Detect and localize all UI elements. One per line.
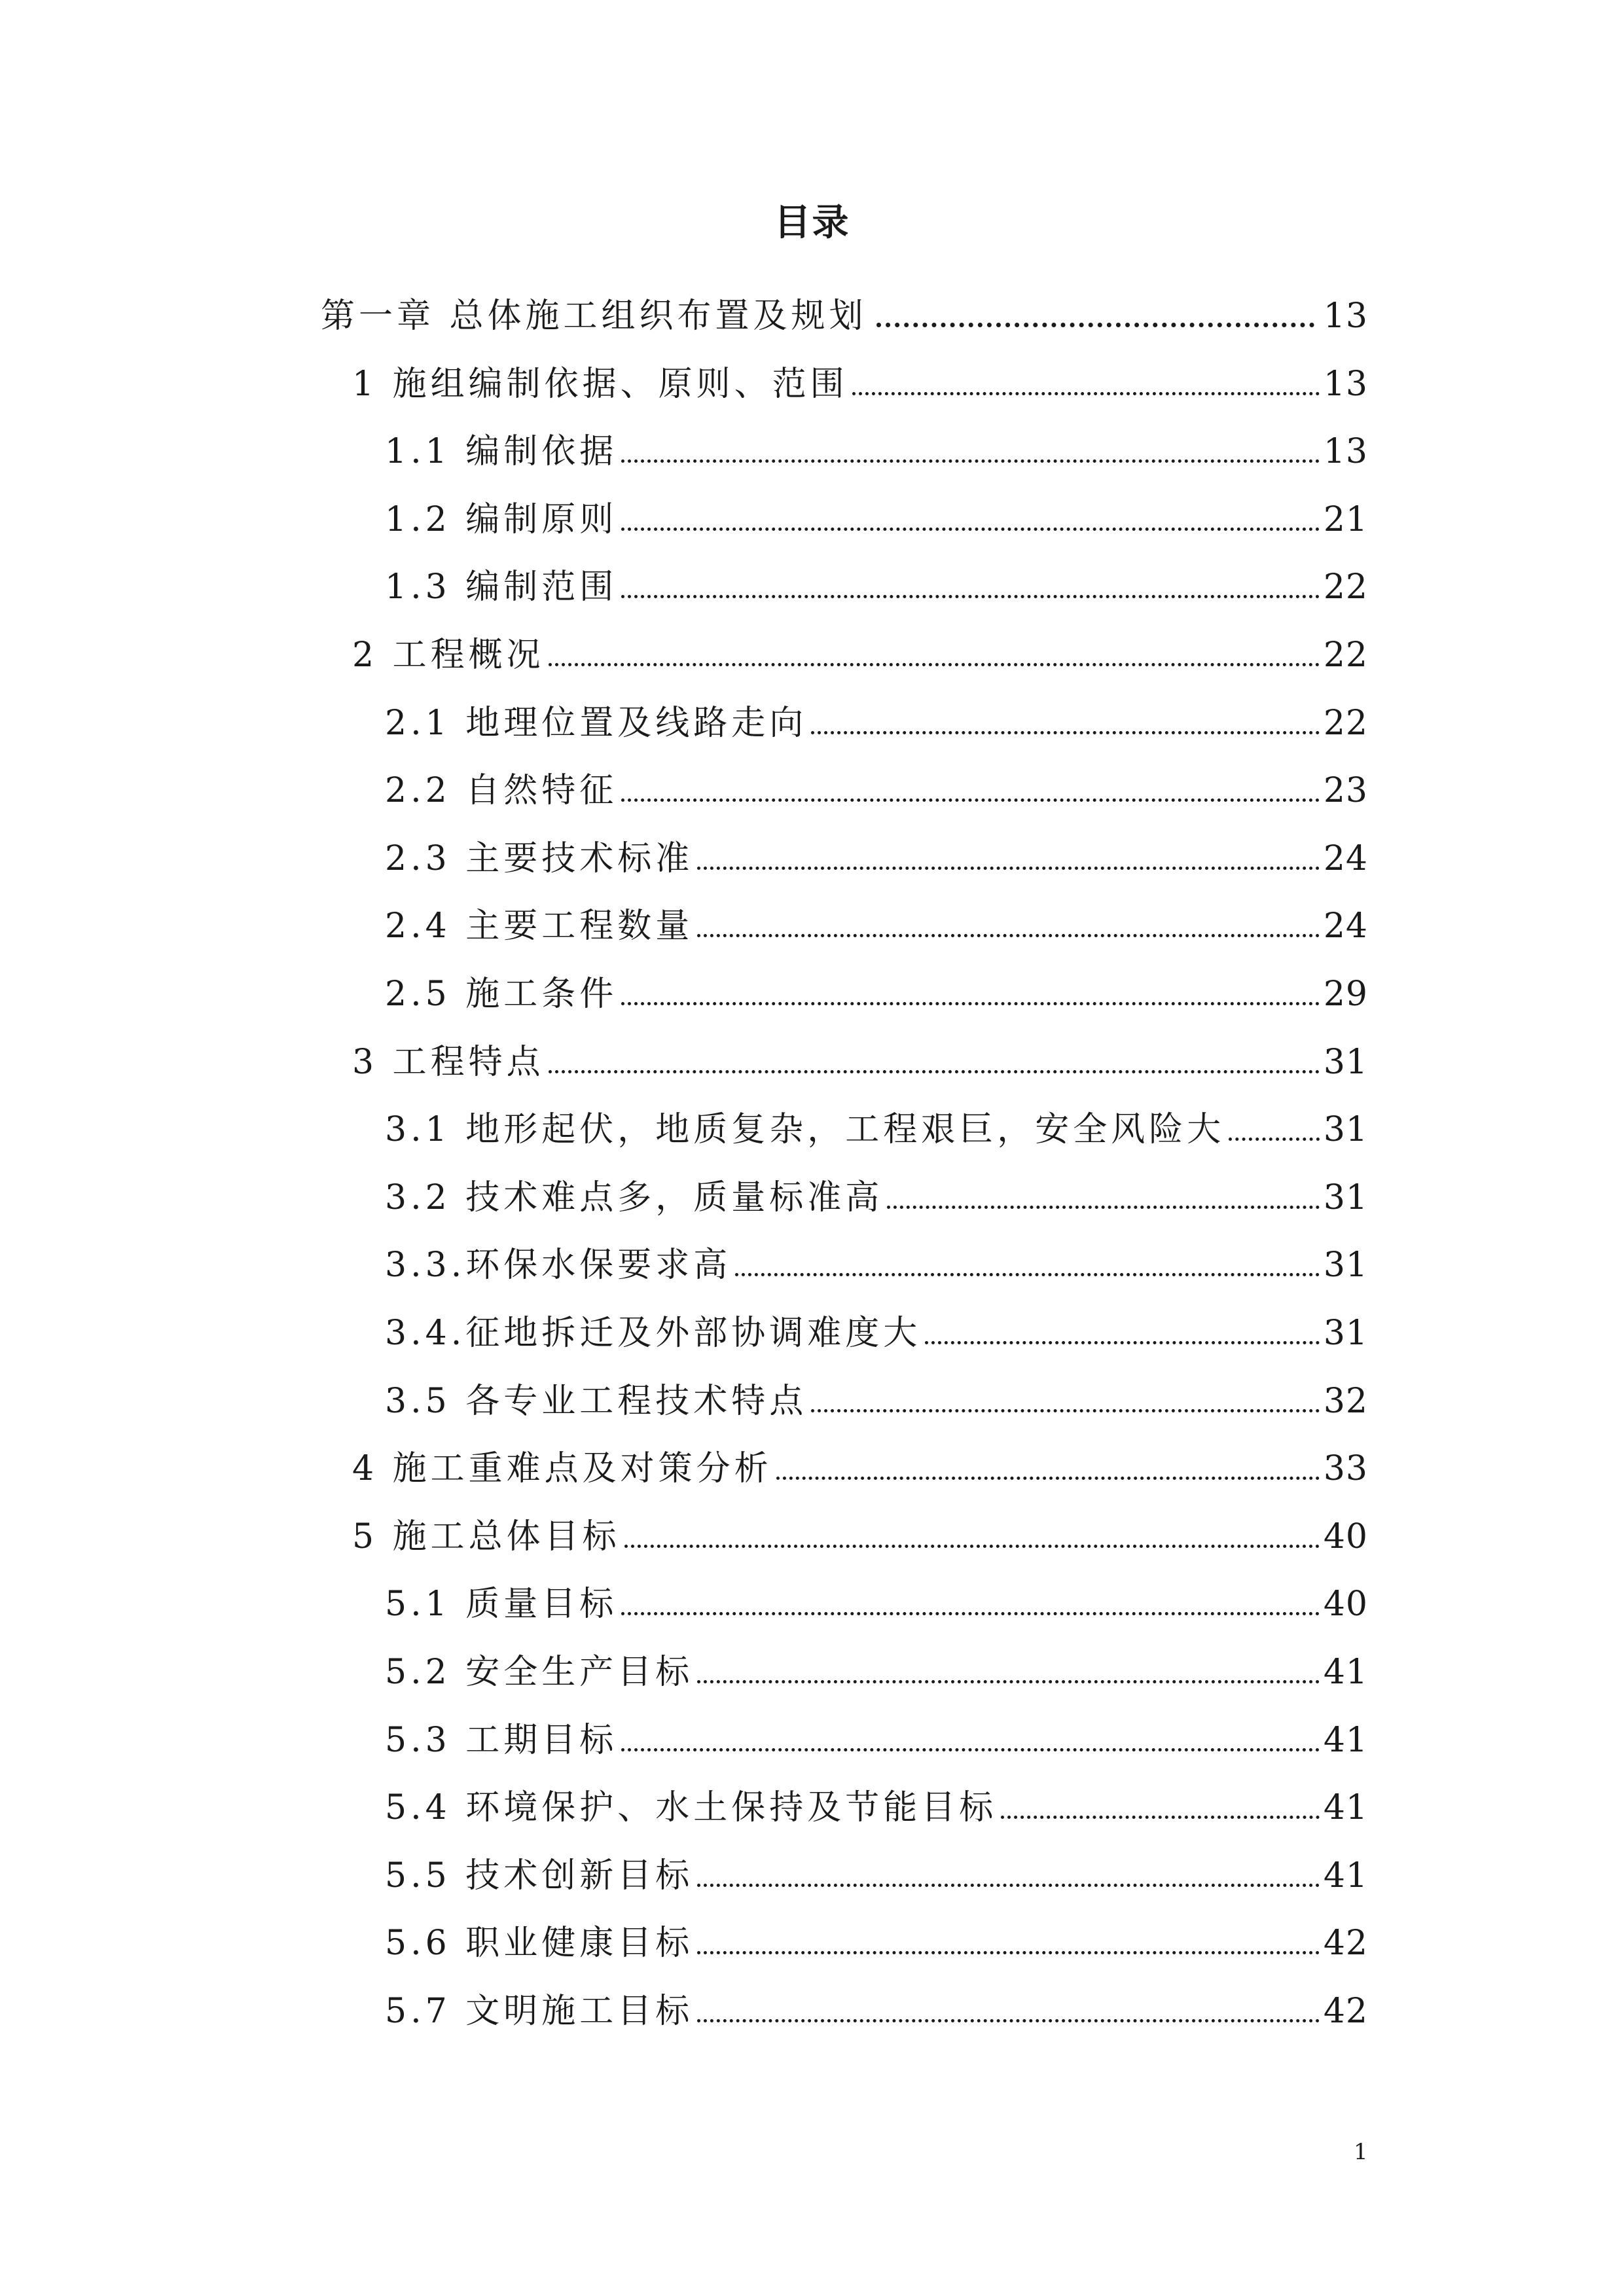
toc-entry[interactable] (352, 632, 1368, 678)
toc-entry-page: 23 (1323, 771, 1368, 810)
toc-dot-leader (621, 595, 1320, 598)
toc-entry[interactable] (385, 1310, 1368, 1356)
toc-entry-label: 第一章 总体施工组织布置及规划 (321, 296, 867, 336)
toc-entry-page: 31 (1323, 1314, 1368, 1353)
toc-entry-page: 41 (1323, 1653, 1368, 1692)
toc-entry[interactable] (385, 1378, 1368, 1424)
toc-entry-page: 31 (1323, 1043, 1368, 1082)
toc-entry-page: 24 (1323, 906, 1368, 946)
toc-entry-label: 4 施工重难点及对策分析 (352, 1449, 772, 1488)
toc-dot-leader (876, 323, 1314, 327)
toc-dot-leader (925, 1341, 1320, 1344)
toc-entry-page: 40 (1323, 1585, 1368, 1624)
toc-entry[interactable] (385, 429, 1368, 475)
toc-dot-leader (697, 1680, 1320, 1683)
toc-entry-page: 42 (1323, 1924, 1368, 1963)
toc-entry-label: 3.1 地形起伏，地质复杂，工程艰巨，安全风险大 (385, 1110, 1225, 1149)
toc-dot-leader (735, 1273, 1320, 1276)
toc-entry[interactable] (385, 768, 1368, 814)
page-number: 1 (1354, 2139, 1368, 2165)
toc-entry-label: 5.4 环境保护、水土保持及节能目标 (385, 1788, 998, 1827)
toc-dot-leader (624, 1545, 1320, 1548)
toc-entry-page: 21 (1323, 500, 1368, 539)
toc-entry-label: 5.7 文明施工目标 (385, 1992, 694, 2031)
toc-entry[interactable] (385, 1242, 1368, 1288)
toc-entry-label: 1.3 编制范围 (385, 567, 618, 607)
toc-entry-label: 2.1 地理位置及线路走向 (385, 704, 808, 743)
toc-entry[interactable] (385, 1717, 1368, 1763)
toc-entry[interactable] (352, 1039, 1368, 1085)
toc-dot-leader (549, 1070, 1320, 1073)
toc-dot-leader (621, 1748, 1320, 1751)
toc-entry-page: 24 (1323, 839, 1368, 878)
toc-entry[interactable] (385, 1649, 1368, 1695)
toc-dot-leader (621, 798, 1320, 802)
toc-dot-leader (697, 934, 1320, 937)
toc-dot-leader (811, 731, 1320, 734)
toc-entry-label: 2.4 主要工程数量 (385, 906, 694, 946)
toc-entry-label: 1 施组编制依据、原则、范围 (352, 365, 848, 404)
toc-entry-page: 13 (1323, 296, 1368, 336)
toc-dot-leader (697, 1884, 1320, 1887)
toc-entry-label: 2.5 施工条件 (385, 975, 618, 1014)
toc-entry-page: 33 (1323, 1449, 1368, 1488)
toc-entry-label: 2.3 主要技术标准 (385, 839, 694, 878)
toc-entry-label: 3.3.环保水保要求高 (385, 1246, 732, 1285)
toc-entry-label: 5.6 职业健康目标 (385, 1924, 694, 1963)
toc-dot-leader (1229, 1138, 1320, 1141)
toc-entry[interactable] (385, 1988, 1368, 2034)
toc-entry-page: 32 (1323, 1382, 1368, 1421)
toc-entry[interactable] (385, 1785, 1368, 1831)
toc-entry-page: 41 (1323, 1788, 1368, 1827)
toc-entry-page: 40 (1323, 1517, 1368, 1556)
toc-dot-leader (852, 392, 1320, 395)
toc-entry-page: 31 (1323, 1110, 1368, 1149)
toc-entry[interactable] (385, 903, 1368, 949)
toc-entry[interactable] (385, 971, 1368, 1017)
toc-dot-leader (887, 1206, 1320, 1209)
toc-entry-page: 13 (1323, 365, 1368, 404)
toc-dot-leader (697, 1951, 1320, 1954)
toc-dot-leader (621, 528, 1320, 531)
toc-dot-leader (776, 1477, 1320, 1480)
toc-entry-label: 5 施工总体目标 (352, 1517, 621, 1556)
toc-entry-label: 3.2 技术难点多，质量标准高 (385, 1178, 884, 1217)
toc-entry-label: 5.3 工期目标 (385, 1721, 618, 1760)
toc-entry[interactable] (352, 1446, 1368, 1492)
toc-entry-label: 1.2 编制原则 (385, 500, 618, 539)
toc-entry-label: 5.2 安全生产目标 (385, 1653, 694, 1692)
toc-entry[interactable] (385, 1853, 1368, 1899)
toc-entry-page: 31 (1323, 1178, 1368, 1217)
toc-entry-page: 31 (1323, 1246, 1368, 1285)
toc-entry[interactable] (385, 497, 1368, 543)
toc-entry-label: 2 工程概况 (352, 636, 545, 675)
toc-entry-page: 22 (1323, 636, 1368, 675)
toc-entry[interactable] (385, 1581, 1368, 1627)
table-of-contents (0, 293, 1624, 2113)
toc-entry-page: 29 (1323, 975, 1368, 1014)
toc-dot-leader (621, 1612, 1320, 1615)
toc-entry[interactable] (352, 1514, 1368, 1560)
toc-entry-page: 41 (1323, 1721, 1368, 1760)
toc-entry-page: 13 (1323, 432, 1368, 471)
toc-dot-leader (697, 2019, 1320, 2022)
toc-entry-page: 22 (1323, 567, 1368, 607)
toc-entry[interactable] (385, 564, 1368, 610)
toc-entry[interactable] (385, 836, 1368, 882)
toc-dot-leader (1001, 1816, 1320, 1819)
toc-entry-label: 3.5 各专业工程技术特点 (385, 1382, 808, 1421)
toc-entry-label: 3 工程特点 (352, 1043, 545, 1082)
toc-dot-leader (621, 1002, 1320, 1005)
toc-dot-leader (621, 459, 1320, 463)
toc-entry-page: 22 (1323, 704, 1368, 743)
toc-entry[interactable] (385, 1175, 1368, 1221)
toc-entry-page: 41 (1323, 1856, 1368, 1895)
toc-title: 目录 (774, 201, 850, 244)
toc-dot-leader (811, 1409, 1320, 1412)
toc-entry[interactable] (321, 293, 1368, 339)
toc-entry-label: 2.2 自然特征 (385, 771, 618, 810)
toc-entry-label: 3.4.征地拆迁及外部协调难度大 (385, 1314, 922, 1353)
toc-dot-leader (549, 663, 1320, 666)
toc-entry[interactable] (385, 1107, 1368, 1153)
toc-dot-leader (697, 867, 1320, 870)
toc-entry-page: 42 (1323, 1992, 1368, 2031)
toc-entry[interactable] (352, 361, 1368, 407)
toc-entry-label: 5.5 技术创新目标 (385, 1856, 694, 1895)
toc-entry[interactable] (385, 1920, 1368, 1966)
toc-entry-label: 1.1 编制依据 (385, 432, 618, 471)
toc-entry-label: 5.1 质量目标 (385, 1585, 618, 1624)
toc-entry[interactable] (385, 700, 1368, 746)
